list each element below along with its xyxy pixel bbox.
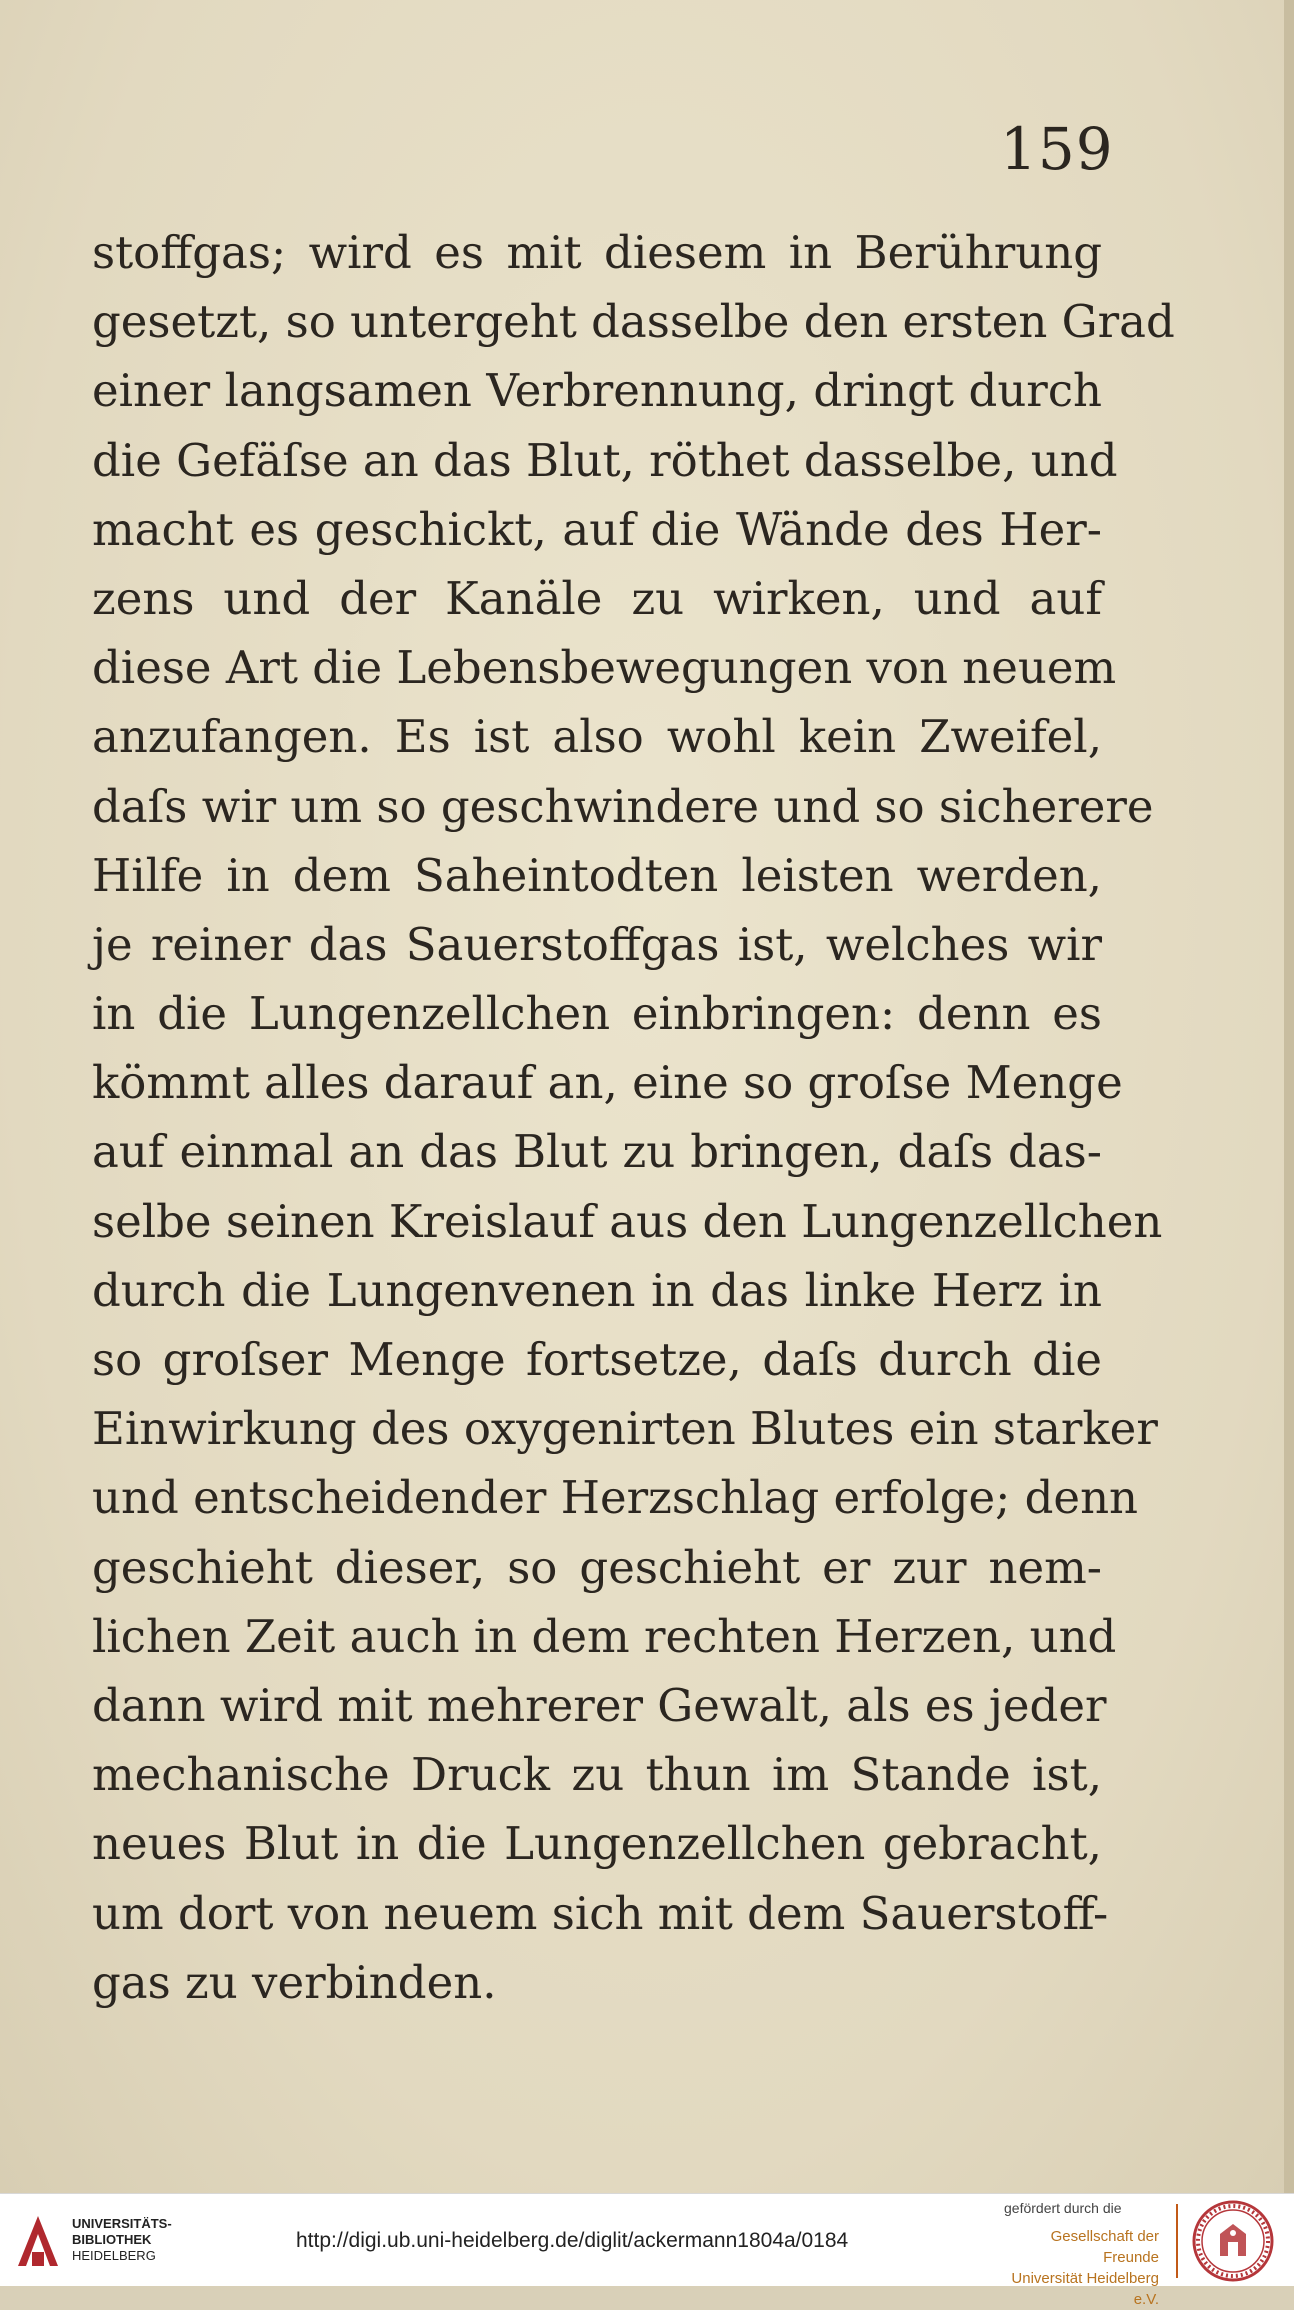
text-line: geschieht dieser, so geschieht er zur nem- [92,1540,1102,1594]
library-logo-icon[interactable] [14,2212,62,2270]
text-line: selbe seinen Kreislauf aus den Lungenzellchen [92,1194,1163,1248]
text-line: auf einmal an das Blut zu bringen, daſs das- [92,1125,1102,1179]
text-line: stoffgas; wird es mit diesem in Berührung [92,226,1102,279]
text-line: kömmt alles darauf an, eine so groſse Menge [92,1056,1123,1110]
permalink-url[interactable]: http://digi.ub.uni-heidelberg.de/diglit/ackermann1804a/0184 [296,2229,849,2252]
text-line: Einwirkung des oxygenirten Blutes ein starker [92,1402,1158,1456]
library-name-line: UNIVERSITÄTS- [72,2216,172,2231]
body-text [92,218,1175,2017]
text-line: in die Lungenzellchen einbringen: denn es [92,987,1102,1041]
text-line: und entscheidender Herzschlag erfolge; denn [92,1471,1139,1525]
footer-bar [0,2193,1294,2308]
text-line: lichen Zeit auch in dem rechten Herzen, und [92,1609,1117,1663]
text-line: dann wird mit mehrerer Gewalt, als es jeder [92,1678,1107,1732]
text-line: macht es geschickt, auf die Wände des Her- [92,502,1102,556]
text-line: einer langsamen Verbrennung, dringt durch [92,364,1102,418]
text-line: Hilfe in dem Saheintodten leisten werden, [92,848,1102,902]
text-line: anzufangen. Es ist also wohl kein Zweifel, [92,710,1102,764]
text-line: gas zu verbinden. [92,1955,497,2009]
text-line: durch die Lungenvenen in das linke Herz in [92,1263,1102,1317]
page-number: 159 [1000,115,1114,183]
text-line: diese Art die Lebensbewegungen von neuem [92,641,1117,695]
sponsor-divider [1176,2204,1178,2278]
university-seal-icon[interactable] [1192,2200,1274,2282]
text-line: um dort von neuem sich mit dem Sauerstoff- [92,1886,1109,1940]
library-name-line: HEIDELBERG [72,2248,156,2263]
page-edge [1284,0,1294,2193]
sponsor-name-line: Universität Heidelberg e.V. [1011,2270,1159,2308]
sponsor-label: gefördert durch die [1004,2200,1122,2216]
text-line: gesetzt, so untergeht dasselbe den ersten Grad [92,295,1175,349]
library-name-line: BIBLIOTHEK [72,2232,152,2247]
text-line: neues Blut in die Lungenzellchen gebracht, [92,1817,1102,1871]
sponsor-name[interactable] [1004,2226,1159,2310]
text-line: die Gefäſse an das Blut, röthet dasselbe, und [92,433,1118,487]
text-line: mechanische Druck zu thun im Stande ist, [92,1748,1102,1802]
text-line: so groſser Menge fortsetze, daſs durch die [92,1333,1102,1386]
text-line: daſs wir um so geschwindere und so sicherere [92,779,1154,833]
text-line: je reiner das Sauerstoffgas ist, welches wir [92,917,1102,971]
library-name[interactable] [72,2216,172,2264]
text-line: zens und der Kanäle zu wirken, und auf [92,571,1102,625]
sponsor-name-line: Gesellschaft der Freunde [1050,2228,1159,2266]
